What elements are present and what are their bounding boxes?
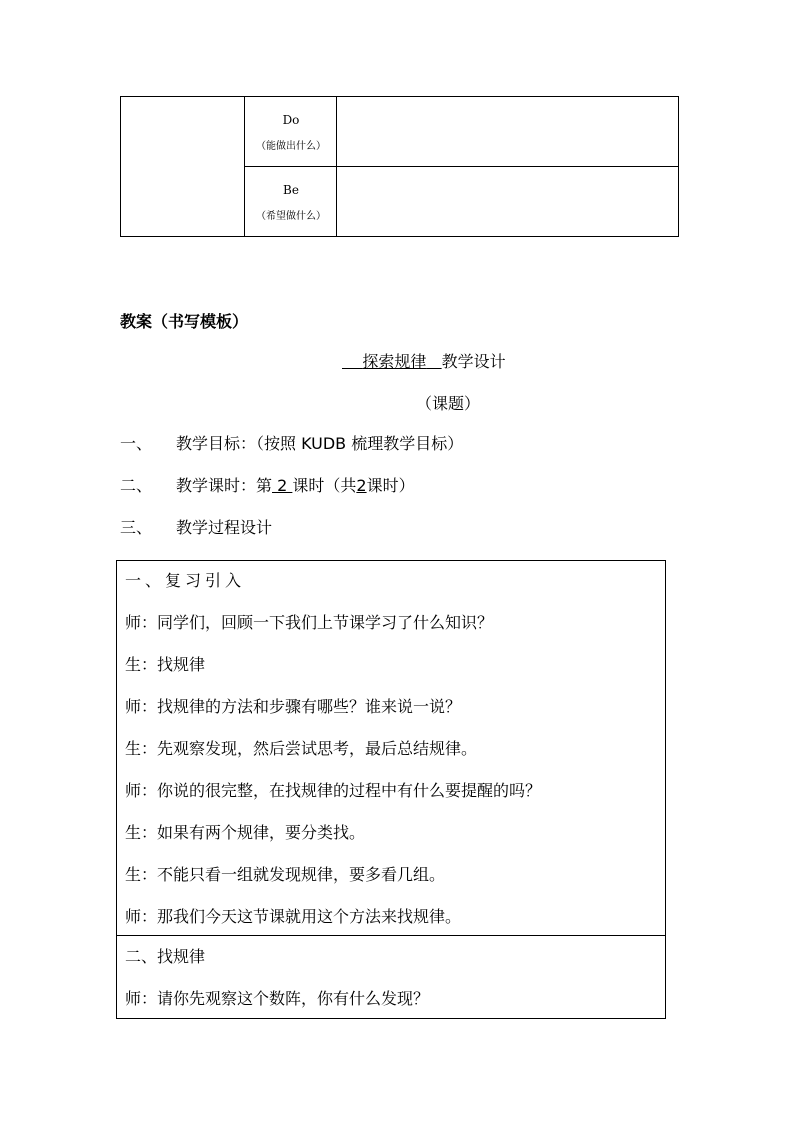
table-left-cell [121,97,245,236]
current-hour: 2 [272,476,293,495]
dialogue-line: 师：同学们，回顾一下我们上节课学习了什么知识？ [125,613,494,632]
table-row-do [245,113,337,153]
lesson-suffix: 教学设计 [441,352,506,371]
lesson-topic: 探索规律 [362,352,427,371]
dialogue-line: 师：请你先观察这个数阵，你有什么发现？ [125,989,430,1008]
dialogue-line: 生：先观察发现，然后尝试思考，最后总结规律。 [125,739,478,758]
section-divider [117,935,665,936]
item-text: 教学目标：（按照 KUDB 梳理教学目标） [176,434,464,453]
title-blank-after [426,352,441,371]
item-teaching-goal [120,432,463,456]
item-number: 一、 [120,434,153,453]
item-suffix: 课时） [366,476,415,495]
lesson-title [342,350,506,374]
item-process-design [120,516,272,540]
row-label-en: Do [282,113,300,127]
table-row-be [245,183,337,223]
item-text: 教学过程设计 [176,518,273,537]
dialogue-line: 生：不能只看一组就发现规律，要多看几组。 [125,865,446,884]
table-row-divider [245,166,678,167]
item-lesson-hours [120,474,415,498]
lesson-subtitle: （课题） [416,394,481,413]
item-number: 三、 [120,518,153,537]
item-number: 二、 [120,476,153,495]
dialogue-line: 师：找规律的方法和步骤有哪些？谁来说一说？ [125,697,462,716]
row-label-en: Be [283,183,299,197]
process-design-box [116,560,666,1019]
row-label-cn: （能做出什么） [256,141,326,152]
template-heading: 教案（书写模板） [120,312,249,331]
row-label-cn: （希望做什么） [256,211,326,222]
total-hours: 2 [356,476,367,495]
item-prefix: 教学课时：第 [176,476,273,495]
dialogue-line: 生：找规律 [125,655,206,674]
dialogue-line: 生：如果有两个规律，要分类找。 [125,823,366,842]
item-middle: 课时（共 [292,476,357,495]
title-blank-before [342,352,362,371]
section-title-find-pattern: 二、找规律 [125,947,206,966]
goal-table [120,96,679,237]
section-title-review: 一、复习引入 [125,571,246,590]
dialogue-line: 师：你说的很完整，在找规律的过程中有什么要提醒的吗？ [125,781,542,800]
dialogue-line: 师：那我们今天这节课就用这个方法来找规律。 [125,907,462,926]
